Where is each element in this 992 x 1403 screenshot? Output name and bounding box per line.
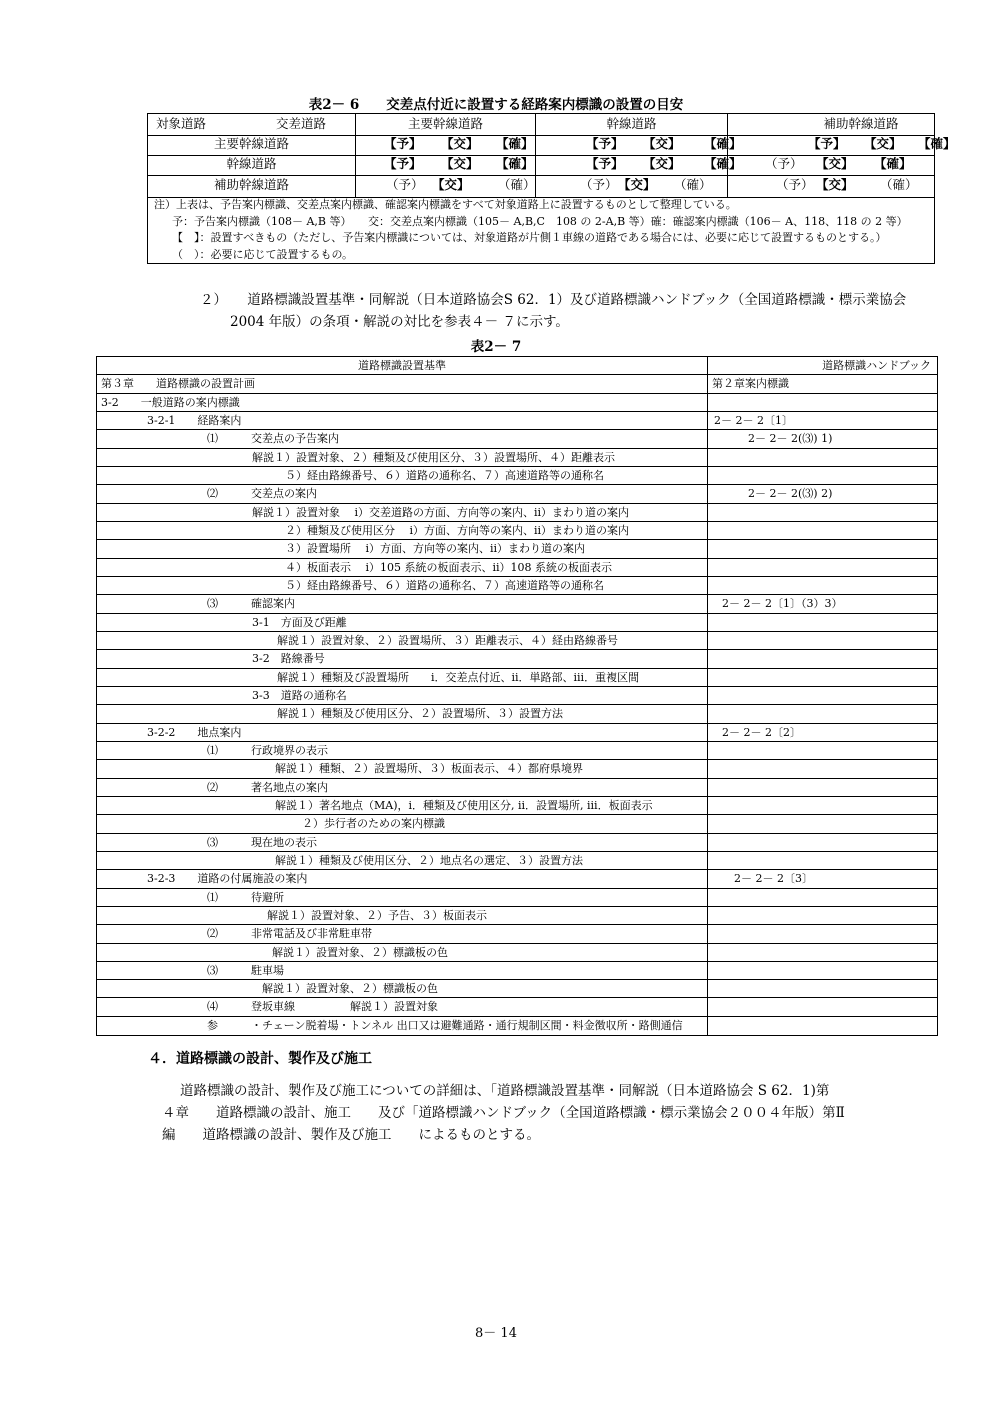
table-row (97, 669, 937, 687)
cell-text: ３）設置場所 ⅰ）方面、方向等の案内、ⅱ）まわり道の案内 (285, 542, 586, 556)
cell-handbook (708, 467, 937, 484)
cell-standard (97, 760, 708, 777)
mark: （確） (674, 177, 712, 192)
mark: （予） (580, 177, 618, 192)
row-label: 幹線道路 (148, 155, 356, 175)
header-corner-cell (148, 114, 356, 135)
cell-standard (97, 632, 708, 649)
row-label: 主要幹線道路 (148, 135, 356, 155)
table-row (97, 705, 937, 723)
table-row (97, 1017, 937, 1035)
table-row (97, 962, 937, 980)
cell-handbook (708, 1017, 937, 1035)
cell-text: ２）歩行者のための案内標識 (302, 817, 445, 831)
table-row (97, 467, 937, 485)
note-line: 注）上表は、予告案内標識、交差点案内標識、確認案内標識をすべて対象道路上に設置するものとして整理している。 (154, 198, 737, 211)
table-row (97, 760, 937, 778)
cell-text: ⑴ 待避所 (207, 890, 284, 904)
cell-text: 解説１）種類及び設置場所 ⅰ．交差点付近、ⅱ．単路部、ⅲ．重複区間 (277, 670, 640, 684)
mark: 【交】 (864, 136, 902, 151)
table-row (97, 522, 937, 540)
mark: 【予】 (586, 136, 624, 151)
cell-standard (97, 687, 708, 704)
cell-standard (97, 925, 708, 942)
cell-text: 3-3 道路の通称名 (252, 688, 347, 702)
cell-handbook (708, 834, 937, 851)
cell-standard (97, 870, 708, 887)
mark: （予） (776, 177, 814, 192)
table-row (97, 980, 937, 998)
table-2-6 (147, 113, 956, 264)
cell-text: 2－ 2－ 2〔1〕（3）3） (722, 597, 843, 611)
cell-text: 2－ 2－ 2(⑶) 1) (748, 432, 833, 446)
cell-standard (97, 650, 708, 667)
cell-standard (97, 779, 708, 796)
mark: 【交】 (618, 177, 656, 192)
cell-handbook (708, 614, 937, 631)
cell-standard (97, 980, 708, 997)
paragraph-2 (200, 289, 906, 333)
table-row (97, 559, 937, 577)
mark: 【確】 (704, 156, 742, 171)
mark: （確） (498, 177, 536, 192)
cell-standard (97, 944, 708, 961)
section-4-heading: ４．道路標識の設計、製作及び施工 (148, 1051, 372, 1067)
mark: 【予】 (586, 156, 624, 171)
table-row (97, 577, 937, 595)
table-row (97, 779, 937, 797)
cell-text: ５）経由路線番号、６）道路の通称名、７）高速道路等の通称名 (285, 578, 604, 592)
cell-handbook (708, 815, 937, 832)
cell-handbook (708, 797, 937, 814)
cell-handbook (708, 540, 937, 557)
cell-text: ⑶ 現在地の表示 (207, 835, 317, 849)
table-row (97, 889, 937, 907)
cell-text: 第３章 道路標識の設置計画 (101, 377, 255, 391)
cell-text: 解説１）著名地点（MA)，ⅰ．種類及び使用区分, ⅱ．設置場所, ⅲ．板面表示 (275, 798, 653, 812)
mark: （確） (880, 177, 918, 192)
table-row (97, 632, 937, 650)
cell-text: 3-2-2 地点案内 (147, 725, 242, 739)
table-row (97, 870, 937, 888)
mark: （予） (386, 177, 424, 192)
table-row (97, 614, 937, 632)
cell-text: 解説１）設置対象、２）種類及び使用区分、３）設置場所、４）距離表示 (252, 450, 615, 464)
cell-handbook (708, 907, 937, 924)
section-4-body (162, 1080, 940, 1146)
cell-standard (97, 595, 708, 612)
table-row (97, 852, 937, 870)
table-2-6-row-trunk (148, 155, 934, 176)
mark: 【交】 (432, 177, 470, 192)
cell-standard (97, 430, 708, 447)
cell-standard (97, 559, 708, 576)
cell-handbook (708, 650, 937, 667)
mark: 【予】 (808, 136, 846, 151)
mark: 【確】 (496, 136, 534, 151)
cell-text: 解説１）種類及び使用区分、２）設置場所、３）設置方法 (277, 707, 563, 721)
cell-text: ⑶ 確認案内 (207, 597, 295, 611)
mark: 【確】 (496, 156, 534, 171)
cell-text: 3-1 方面及び距離 (252, 615, 347, 629)
mark: （予） (765, 156, 803, 171)
cell-text: ⑷ 登坂車線 解説１）設置対象 (207, 1000, 438, 1014)
cell-standard (97, 540, 708, 557)
table-row (97, 834, 937, 852)
mark: 【交】 (441, 156, 479, 171)
table-2-7-caption: 表2－ 7 (470, 339, 522, 355)
cell-standard (97, 467, 708, 484)
cell-standard (97, 669, 708, 686)
table-row (97, 485, 937, 503)
table-row (97, 925, 937, 943)
cell-text: 3-2-3 道路の付属施設の案内 (147, 872, 308, 886)
cell-standard (97, 724, 708, 741)
table-row (97, 687, 937, 705)
cell-standard (97, 485, 708, 502)
table-2-7-body (97, 375, 937, 1035)
cell-handbook (708, 449, 937, 466)
mark: 【交】 (816, 156, 854, 171)
cell-standard (97, 889, 708, 906)
cell-text: 解説１）種類及び使用区分、２）地点名の選定、３）設置方法 (275, 853, 583, 867)
cell-standard (97, 834, 708, 851)
cell-text: ⑴ 交差点の予告案内 (207, 432, 339, 446)
cell-text: 2－ 2－ 2(⑶) 2) (748, 487, 833, 501)
cell-standard (97, 522, 708, 539)
note-line: 【 】：設置すべきもの（ただし、予告案内標識については、対象道路が片側１車線の道路である場合には、必要に応じて設置するものとする。） (172, 231, 887, 244)
mark: 【交】 (643, 136, 681, 151)
table-2-6-header-row (148, 114, 934, 136)
cell-text: 3-2 路線番号 (252, 652, 325, 666)
cell-text: ⑵ 著名地点の案内 (207, 780, 328, 794)
cell-standard (97, 375, 708, 392)
table-row (97, 815, 937, 833)
table-row (97, 907, 937, 925)
section-4-line: ４章 道路標識の設計、施工 及び「道路標識ハンドブック（全国道路標識・標示業協会２００４年版）第Ⅱ (162, 1105, 845, 1121)
cell-handbook (708, 998, 937, 1015)
cell-text: 参 ・チェーン脱着場・トンネル 出口又は避難通路・通行規制区間・料金徴収所・路側通信 (207, 1018, 683, 1032)
cell-standard (97, 815, 708, 832)
table-2-7-header-row (97, 357, 937, 375)
cell-text: 2－ 2－ 2〔1〕 (714, 413, 793, 427)
mark: 【予】 (384, 136, 422, 151)
header-main-col: 主要幹線道路 (356, 114, 536, 135)
table-row (97, 797, 937, 815)
cell-standard (97, 1017, 708, 1035)
cell-standard (97, 504, 708, 521)
table-row (97, 430, 937, 448)
table-2-6-row-main (148, 135, 956, 156)
cell-handbook (708, 504, 937, 521)
cell-handbook (708, 742, 937, 759)
cell-standard (97, 577, 708, 594)
cell-standard (97, 962, 708, 979)
cell-text: ⑴ 行政境界の表示 (207, 743, 328, 757)
cell-handbook (708, 595, 937, 612)
cell-text: ５）経由路線番号、６）道路の通称名、７）高速道路等の通称名 (285, 468, 604, 482)
cell-handbook (708, 522, 937, 539)
mark: 【確】 (874, 156, 912, 171)
cell-handbook (708, 980, 937, 997)
cell-handbook (708, 925, 937, 942)
mark: 【交】 (441, 136, 479, 151)
table-2-6-notes (148, 197, 934, 263)
table-row (97, 724, 937, 742)
header-left: 道路標識設置基準 (97, 357, 708, 374)
mark: 【交】 (643, 156, 681, 171)
cell-handbook (708, 687, 937, 704)
cell-text: 3-2 一般道路の案内標識 (101, 395, 240, 409)
cell-handbook (708, 669, 937, 686)
cell-standard (97, 412, 708, 429)
header-right: 道路標識ハンドブック (822, 359, 931, 372)
header-target-road: 対象道路 (156, 116, 207, 131)
cell-standard (97, 797, 708, 814)
cell-handbook (708, 632, 937, 649)
cell-standard (97, 907, 708, 924)
cell-handbook (708, 705, 937, 722)
cell-handbook (708, 870, 937, 887)
trunk-col-cell (536, 135, 728, 155)
cell-text: ２）種類及び使用区分 ⅰ）方面、方向等の案内、ⅱ）まわり道の案内 (285, 523, 630, 537)
cell-handbook (708, 724, 937, 741)
paragraph-line: 2004 年版）の条項・解説の対比を参表４－ ７に示す。 (230, 314, 569, 330)
cell-standard (97, 852, 708, 869)
table-2-7 (96, 356, 938, 1036)
mark: 【交】 (816, 177, 854, 192)
paragraph-line: ２） 道路標識設置基準・同解説（日本道路協会S 62．1）及び道路標識ハンドブック（全国道路標識・標示業協会 (200, 292, 907, 308)
cell-handbook (708, 760, 937, 777)
mark: 【確】 (704, 136, 742, 151)
table-row (97, 504, 937, 522)
table-row (97, 394, 937, 412)
cell-text: 2－ 2－ 2〔2〕 (722, 725, 801, 739)
mark: 【確】 (918, 136, 956, 151)
cell-text: 解説１）設置対象、２）設置場所、３）距離表示、４）経由路線番号 (277, 633, 618, 647)
header-aux-col: 補助幹線道路 (823, 116, 899, 131)
table-2-6-caption: 表2－ 6 交差点付近に設置する経路案内標識の設置の目安 (308, 97, 684, 113)
cell-text: ⑵ 交差点の案内 (207, 487, 317, 501)
cell-handbook (708, 375, 937, 392)
cell-text: 3-2-1 経路案内 (147, 413, 242, 427)
header-trunk-col: 幹線道路 (536, 114, 728, 135)
table-row (97, 595, 937, 613)
note-line: （ ）：必要に応じて設置するもの。 (172, 247, 354, 261)
cell-handbook (708, 852, 937, 869)
page-number: 8－ 14 (475, 1326, 517, 1341)
cell-handbook (708, 412, 937, 429)
table-row (97, 742, 937, 760)
cell-text: 解説１）設置対象、２）標識板の色 (272, 945, 448, 959)
cell-standard (97, 998, 708, 1015)
cell-standard (97, 614, 708, 631)
cell-standard (97, 742, 708, 759)
cell-handbook (708, 577, 937, 594)
mark: 【予】 (384, 156, 422, 171)
table-row (97, 650, 937, 668)
cell-text: 解説１）設置対象、２）予告、３）板面表示 (267, 908, 487, 922)
trunk-col-cell (536, 155, 728, 175)
cell-handbook (708, 430, 937, 447)
row-label: 補助幹線道路 (148, 175, 356, 197)
table-row (97, 449, 937, 467)
note-line: 予：予告案内標識（108－ A,B 等） 交：交差点案内標識（105－ A,B,C 108 の 2-A,B 等）確：確認案内標識（106－ A、118、118 の 2 等） (172, 214, 908, 228)
cell-handbook (708, 485, 937, 502)
header-cross-road: 交差道路 (276, 116, 327, 131)
cell-standard (97, 394, 708, 411)
cell-handbook (708, 889, 937, 906)
cell-text: 解説１）種類、２）設置場所、３）板面表示、４）都府県境界 (275, 762, 583, 776)
section-4-line: 道路標識の設計、製作及び施工についての詳細は、「道路標識設置基準・同解説（日本道路協会 S 62．1)第 (180, 1083, 830, 1099)
table-row (97, 375, 937, 393)
cell-text: ⑶ 駐車場 (207, 963, 284, 977)
cell-handbook (708, 779, 937, 796)
cell-text: ４）板面表示 ⅰ）105 系統の板面表示、ⅱ）108 系統の板面表示 (285, 560, 613, 574)
cell-handbook (708, 944, 937, 961)
cell-text: ⑵ 非常電話及び非常駐車帯 (207, 927, 372, 941)
section-4-line: 編 道路標識の設計、製作及び施工 によるものとする。 (162, 1127, 540, 1143)
cell-handbook (708, 962, 937, 979)
cell-text: 解説１）設置対象 ⅰ）交差道路の方面、方向等の案内、ⅱ）まわり道の案内 (252, 505, 630, 519)
cell-standard (97, 449, 708, 466)
cell-handbook (708, 559, 937, 576)
cell-text: 解説１）設置対象、２）標識板の色 (262, 982, 438, 996)
cell-handbook (708, 394, 937, 411)
table-2-6-row-aux (148, 175, 934, 198)
table-row (97, 944, 937, 962)
cell-text: 第２章案内標識 (712, 377, 789, 391)
table-row (97, 412, 937, 430)
table-row (97, 998, 937, 1016)
cell-text: 2－ 2－ 2〔3〕 (734, 872, 813, 886)
table-row (97, 540, 937, 558)
cell-standard (97, 705, 708, 722)
